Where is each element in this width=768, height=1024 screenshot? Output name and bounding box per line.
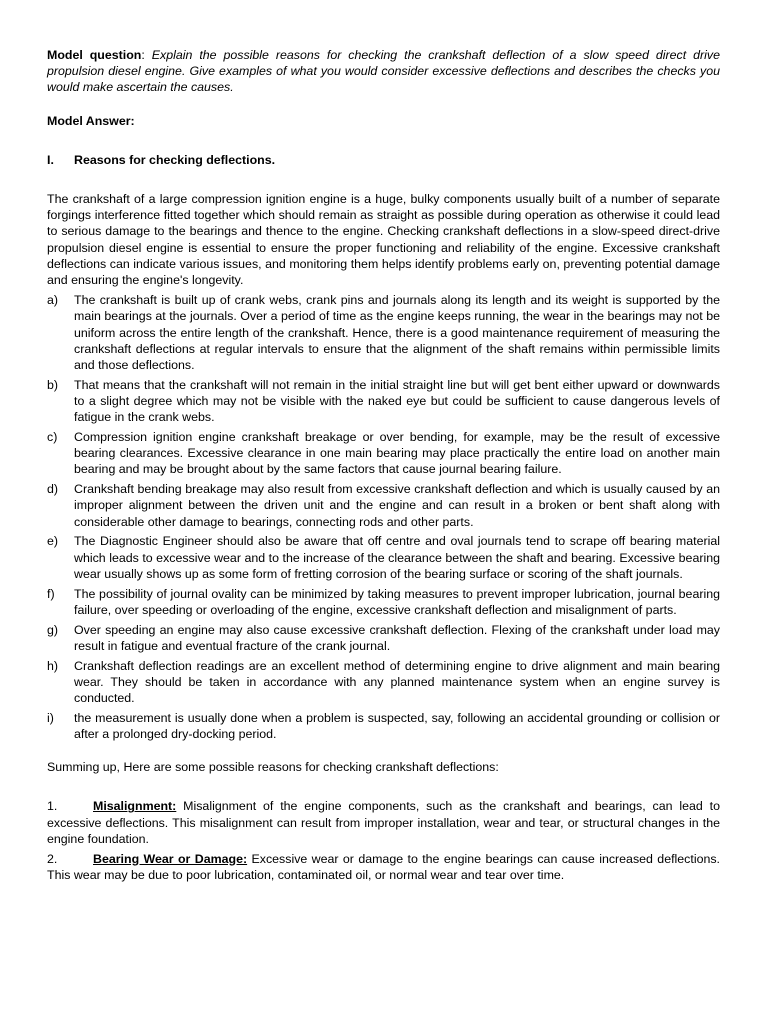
reason-item: [47, 851, 720, 883]
section-heading: [47, 152, 720, 168]
list-item-text: The Diagnostic Engineer should also be aware that off centre and oval journals tend to scrape off bearing material which leads to excessive wear and to the increase of the clearance between the shaft and bearing. Excessive bearing wear usually shows up as some form of fretting corrosion of the bearing surface or scoring of the shaft journals.: [74, 534, 720, 581]
document-page: [47, 47, 720, 887]
reason-number: 2.: [47, 851, 58, 866]
list-marker: d): [47, 482, 59, 497]
reason-title: Bearing Wear or Damage:: [93, 851, 248, 866]
list-item: [47, 586, 720, 618]
reason-title: Misalignment:: [93, 799, 177, 814]
list-item: [47, 429, 720, 478]
model-question: [47, 47, 720, 96]
list-marker: b): [47, 377, 59, 392]
intro-paragraph: The crankshaft of a large compression ignition engine is a huge, bulky components usually built of a number of separate forgings interference fitted together which should remain as straight as possible during operation as otherwise it could lead to serious damage to the bearings and thence to the engine. Checking crankshaft deflections in a slow-speed direct-drive propulsion diesel engine is essential to ensure the proper functioning and reliability of the engine. Excessive crankshaft deflections can indicate various issues, and monitoring them helps identify problems early on, preventing potential damage and ensuring the engine's longevity.: [47, 192, 720, 288]
reasons-list: [47, 292, 720, 742]
reason-item: [47, 798, 720, 847]
list-marker: e): [47, 534, 59, 549]
reason-number: 1.: [47, 799, 58, 814]
summary-paragraph: Summing up, Here are some possible reasons for checking crankshaft deflections:: [47, 760, 499, 775]
list-marker: h): [47, 658, 59, 673]
list-marker: i): [47, 710, 54, 725]
list-item: [47, 481, 720, 530]
list-item-text: the measurement is usually done when a problem is suspected, say, following an accidental grounding or collision or after a prolonged dry-docking period.: [74, 710, 720, 742]
list-item: [47, 377, 720, 426]
list-marker: c): [47, 430, 58, 445]
numbered-reasons: [47, 798, 720, 883]
list-marker: g): [47, 622, 59, 637]
list-item-text: Crankshaft deflection readings are an excellent method of determining engine to drive alignment and main bearing wear. They should be taken in accordance with any planned maintenance system when an engine survey is conducted.: [74, 658, 720, 706]
list-item: [47, 292, 720, 373]
reason-text: Misalignment of the engine components, such as the crankshaft and bearings, can lead to excessive deflections. This misalignment can result from improper installation, wear and tear, or structural changes in the engine foundation.: [47, 799, 720, 846]
list-item: [47, 658, 720, 707]
model-answer-label: Model Answer:: [47, 113, 135, 128]
reason-text: Excessive wear or damage to the engine bearings can cause increased deflections. This wear may be due to poor lubrication, contaminated oil, or normal wear and tear over time.: [47, 851, 720, 882]
question-separator: :: [141, 48, 152, 62]
list-item-text: Over speeding an engine may also cause excessive crankshaft deflection. Flexing of the crankshaft under load may result in fatigue and eventual fracture of the crank journal.: [74, 622, 720, 653]
list-item: [47, 533, 720, 582]
list-item-text: The possibility of journal ovality can be minimized by taking measures to prevent improper lubrication, journal bearing failure, over speeding or overloading of the engine, excessive crankshaft deflection and misalignment of parts.: [74, 586, 720, 617]
section-title: Reasons for checking deflections.: [74, 152, 276, 167]
list-item-text: Crankshaft bending breakage may also result from excessive crankshaft deflection and which is usually caused by an improper alignment between the driven unit and the engine and can result in a broken or bent shaft along with considerable other damage to bearings, connecting rods and other parts.: [74, 482, 720, 529]
list-item-text: That means that the crankshaft will not remain in the initial straight line but will get bent either upward or downwards to a slight degree which may not be visible with the naked eye but could be sufficient to cause dangerous levels of fatigue in the crank webs.: [74, 377, 720, 425]
list-marker: a): [47, 293, 59, 308]
list-marker: f): [47, 586, 55, 601]
list-item-text: Compression ignition engine crankshaft breakage or over bending, for example, may be the result of excessive bearing clearances. Excessive clearance in one main bearing may place practically the entire load on another main bearing and may be brought about by the same factors that cause journal bearing failure.: [74, 430, 720, 477]
section-number: I.: [47, 152, 54, 167]
list-item: [47, 622, 720, 654]
list-item: [47, 710, 720, 742]
question-label: Model question: [47, 48, 142, 62]
list-item-text: The crankshaft is built up of crank webs, crank pins and journals along its length and its weight is supported by the main bearings at the journals. Over a period of time as the engine keeps running, the wear in the bearings may not be uniform across the entire length of the crankshaft. Hence, there is a good maintenance requirement of measuring the crankshaft deflections at regular intervals to ensure that the alignment of the shaft remains within permissible limits and those deflections.: [74, 293, 720, 373]
question-text: Explain the possible reasons for checking the crankshaft deflection of a slow speed direct drive propulsion diesel engine. Give examples of what you would consider excessive deflections and describes the checks you would make ascertain the causes.: [47, 48, 720, 95]
